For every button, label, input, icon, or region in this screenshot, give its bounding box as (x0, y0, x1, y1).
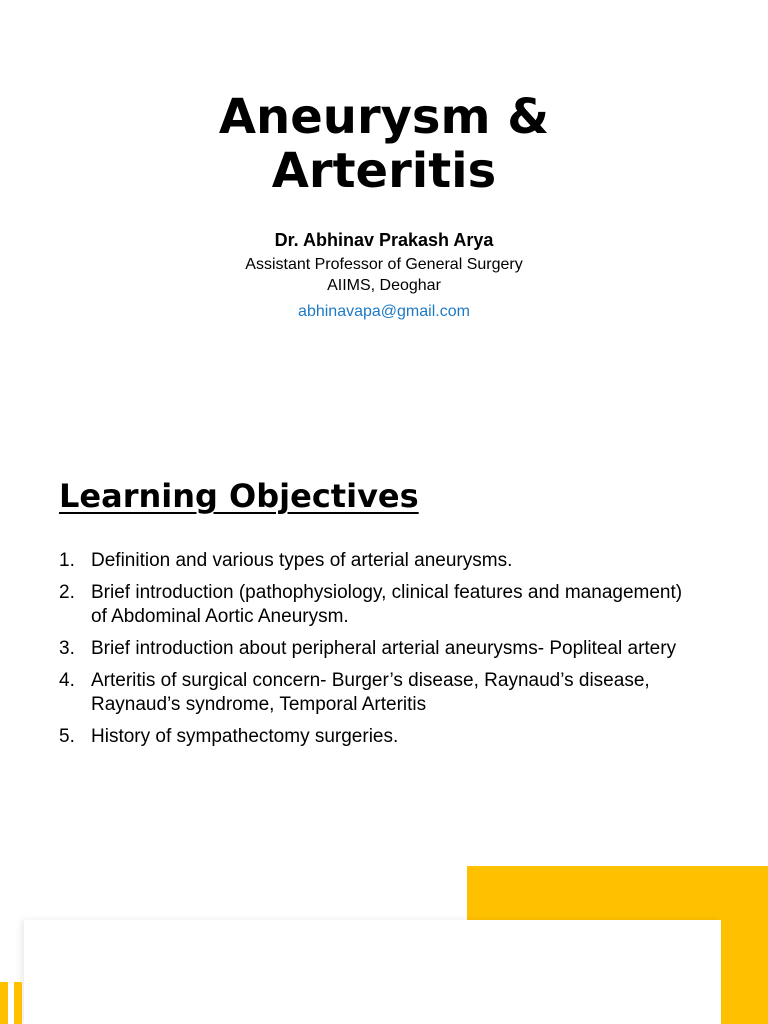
objective-item (59, 549, 699, 573)
title-line-2: Arteritis (271, 143, 497, 199)
designation-line-1: Assistant Professor of General Surgery (245, 256, 523, 273)
accent-white-panel (24, 920, 721, 1024)
accent-stripe-left (0, 982, 8, 1024)
objective-text: History of sympathectomy surgeries. (91, 726, 399, 747)
designation-line-2: AIIMS, Deoghar (327, 277, 441, 294)
objective-number: 1. (59, 550, 75, 571)
accent-stripe-right (14, 982, 22, 1024)
author-designation (0, 254, 768, 296)
presentation-title (0, 90, 768, 198)
objective-number: 5. (59, 726, 75, 747)
title-line-1: Aneurysm & (218, 89, 550, 145)
author-name: Dr. Abhinav Prakash Arya (274, 230, 494, 250)
objectives-heading: Learning Objectives (59, 477, 419, 515)
objective-item (59, 581, 699, 629)
objective-text: Definition and various types of arterial aneurysms. (91, 550, 513, 571)
objective-number: 4. (59, 670, 75, 691)
objective-number: 3. (59, 638, 75, 659)
author-email-link[interactable]: abhinavapa@gmail.com (298, 303, 470, 320)
objectives-list (59, 549, 699, 757)
objective-item (59, 637, 699, 661)
objective-text: Brief introduction (pathophysiology, clinical features and management) of Abdominal Aortic Aneurysm. (91, 582, 683, 627)
objective-text: Brief introduction about peripheral arterial aneurysms- Popliteal artery (91, 638, 677, 659)
objective-item (59, 669, 699, 717)
objective-item (59, 725, 699, 749)
objective-number: 2. (59, 582, 75, 603)
title-slide (0, 0, 768, 440)
objective-text: Arteritis of surgical concern- Burger’s disease, Raynaud’s disease, Raynaud’s syndrome, Temporal Arteritis (91, 670, 650, 715)
